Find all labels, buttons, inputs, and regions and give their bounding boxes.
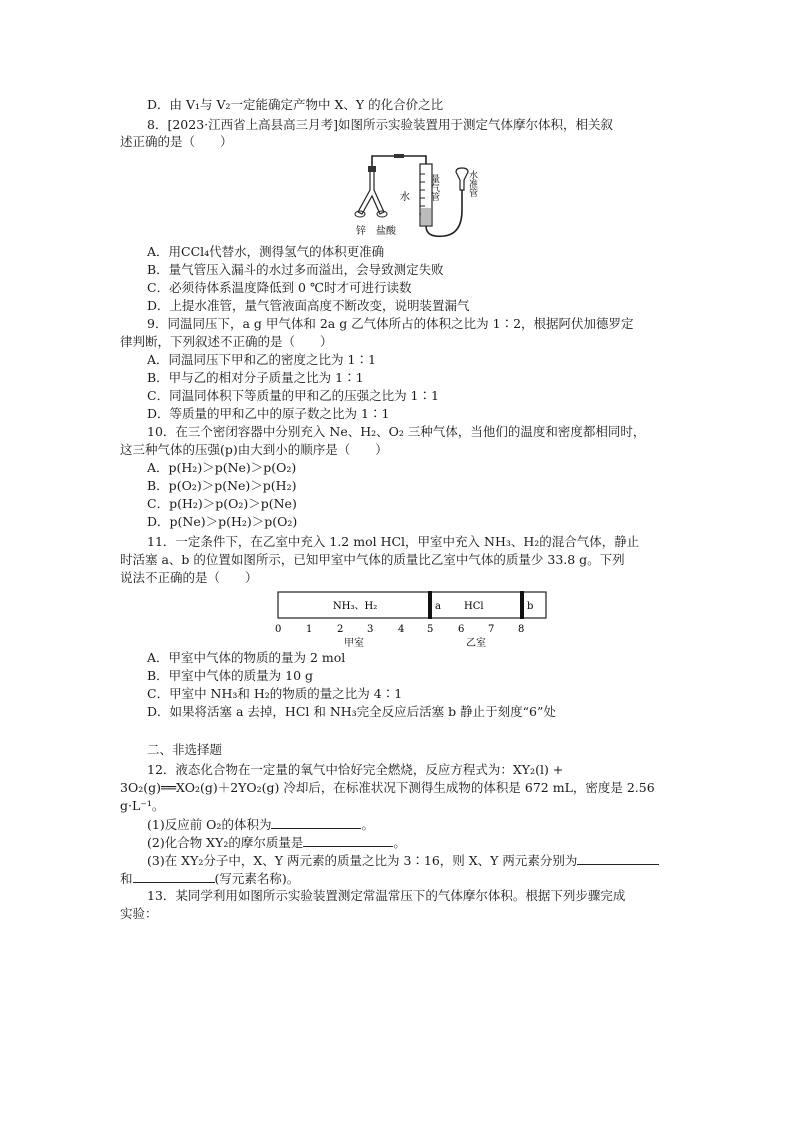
y-tube-left-arm xyxy=(355,211,365,217)
q11-stem-line3: 说法不正确的是（ ） xyxy=(120,570,258,585)
piston-a xyxy=(428,591,432,619)
label-water: 水 xyxy=(400,192,410,203)
q12-stem-line2: 3O₂(g)══XO₂(g)＋2YO₂(g) 冷却后，在标准状况下测得生成物的体积是 672 mL，密度是 2.56 xyxy=(120,780,655,795)
tick-7: 7 xyxy=(488,624,495,635)
q12-stem-line3: g·L⁻¹。 xyxy=(120,798,165,813)
tick-0: 0 xyxy=(275,624,282,635)
tick-1: 1 xyxy=(306,624,313,635)
q9-stem-line2: 律判断，下列叙述不正确的是（ ） xyxy=(120,334,333,349)
right-gas-label: HCl xyxy=(464,601,484,612)
q9-stem-line1: 9．同温同压下，a g 甲气体和 2a g 乙气体所占的体积之比为 1∶2，根据阿伏加德罗定 xyxy=(147,316,634,331)
q12-sub1-answer-blank[interactable] xyxy=(271,816,361,829)
tick-5: 5 xyxy=(427,624,434,635)
q11-option-a: A．甲室中气体的物质的量为 2 mol xyxy=(147,650,346,665)
label-gas-tube: 量气管 xyxy=(429,174,439,201)
section-title: 二、非选择题 xyxy=(147,742,223,757)
q13-stem-line1: 13．某同学利用如图所示实验装置测定常温常压下的气体摩尔体积。根据下列步骤完成 xyxy=(147,888,626,903)
q12-sub3-and: 和 xyxy=(120,871,133,886)
room-left-label: 甲室 xyxy=(344,638,364,649)
q9-option-d: D．等质量的甲和乙中的原子数之比为 1∶1 xyxy=(147,406,390,421)
q9-option-a: A．同温同压下甲和乙的密度之比为 1∶1 xyxy=(147,352,376,367)
left-gas-label: NH₃、H₂ xyxy=(333,601,378,612)
q12-sub1-text: (1)反应前 O₂的体积为 xyxy=(147,817,272,832)
tick-3: 3 xyxy=(367,624,374,635)
q11-stem-line2: 时活塞 a、b 的位置如图所示，已知甲室中气体的质量比乙室中气体的质量少 33.8 g。下列 xyxy=(120,552,625,567)
q10-option-d: D．p(Ne)＞p(H₂)＞p(O₂) xyxy=(147,514,298,529)
q12-sub2-text: (2)化合物 XY₂的摩尔质量是 xyxy=(147,835,304,850)
gas-volume-apparatus-figure xyxy=(340,150,480,240)
q12-sub3-text: (3)在 XY₂分子中，X、Y 两元素的质量之比为 3∶16，则 X、Y 两元素分别为 xyxy=(147,853,578,868)
tick-4: 4 xyxy=(398,624,405,635)
q8-option-d: D．上提水准管，量气管液面高度不断改变，说明装置漏气 xyxy=(147,298,470,313)
q10-option-a: A．p(H₂)＞p(Ne)＞p(O₂) xyxy=(147,460,297,475)
q12-sub3-answer-blank-y[interactable] xyxy=(133,870,215,883)
room-right-label: 乙室 xyxy=(466,638,486,649)
q12-sub1-period: 。 xyxy=(361,817,374,832)
q8-stem-line1: 8．[2023·江西省上高县高三月考]如图所示实验装置用于测定气体摩尔体积，相关叙 xyxy=(147,117,613,132)
piston-b xyxy=(520,591,524,619)
q13-stem-line2: 实验： xyxy=(120,906,158,921)
q9-option-c: C．同温同体积下等质量的甲和乙的压强之比为 1∶1 xyxy=(147,388,439,403)
q11-stem-line1: 11．一定条件下，在乙室中充入 1.2 mol HCl，甲室中充入 NH₃、H₂的混合气体，静止 xyxy=(147,534,640,549)
q12-sub2 xyxy=(147,834,406,851)
q8-option-c: C．必须待体系温度降低到 0 ℃时才可进行读数 xyxy=(147,280,412,295)
rubber-joint xyxy=(394,154,404,158)
q8-stem-line2: 述正确的是（ ） xyxy=(120,134,233,149)
q7-option-d: D．由 V₁与 V₂一定能确定产物中 X、Y 的化合价之比 xyxy=(147,97,444,112)
tick-2: 2 xyxy=(337,624,344,635)
q10-option-c: C．p(H₂)＞p(O₂)＞p(Ne) xyxy=(147,496,297,511)
piston-b-label: b xyxy=(527,601,534,612)
q12-sub3-answer-blank-x[interactable] xyxy=(577,852,659,865)
q10-stem-line2: 这三种气体的压强(p)由大到小的顺序是（ ） xyxy=(120,442,388,457)
q8-option-b: B．量气管压入漏斗的水过多而溢出，会导致测定失败 xyxy=(147,262,444,277)
water-in-tube xyxy=(421,208,431,225)
tick-6: 6 xyxy=(458,624,465,635)
q12-stem-line1: 12．液态化合物在一定量的氧气中恰好完全燃烧，反应方程式为：XY₂(l) + xyxy=(147,762,564,777)
tick-8: 8 xyxy=(518,624,525,635)
label-zinc: 锌 xyxy=(356,226,366,237)
q10-stem-line1: 10．在三个密闭容器中分别充入 Ne、H₂、O₂ 三种气体，当他们的温度和密度都相同时， xyxy=(147,424,646,439)
q11-option-d: D．如果将活塞 a 去掉，HCl 和 NH₃完全反应后活塞 b 静止于刻度“6”处 xyxy=(147,704,556,719)
q12-sub2-answer-blank[interactable] xyxy=(303,834,393,847)
q8-option-a: A．用CCl₄代替水，测得氢气的体积更准确 xyxy=(147,244,385,259)
scale-ticks xyxy=(275,624,524,635)
y-tube xyxy=(358,170,384,214)
y-tube-right-arm xyxy=(377,211,387,217)
q12-sub3-tail: (写元素名称)。 xyxy=(214,871,300,886)
y-tube-stopper xyxy=(368,166,376,172)
chamber-outline xyxy=(278,592,546,618)
q9-option-b: B．甲与乙的相对分子质量之比为 1∶1 xyxy=(147,370,364,385)
q12-sub3-line2 xyxy=(120,870,299,887)
q12-sub2-period: 。 xyxy=(393,835,406,850)
q12-sub1 xyxy=(147,816,374,833)
q11-option-c: C．甲室中 NH₃和 H₂的物质的量之比为 4∶1 xyxy=(147,686,403,701)
q10-option-b: B．p(O₂)＞p(Ne)＞p(H₂) xyxy=(147,478,297,493)
label-level-tube: 水准管 xyxy=(467,170,477,197)
q12-sub3-line1 xyxy=(147,852,659,869)
label-acid: 盐酸 xyxy=(376,226,396,237)
piston-a-label: a xyxy=(435,601,441,612)
piston-chamber-figure xyxy=(270,590,550,650)
q11-option-b: B．甲室中气体的质量为 10 g xyxy=(147,668,314,683)
